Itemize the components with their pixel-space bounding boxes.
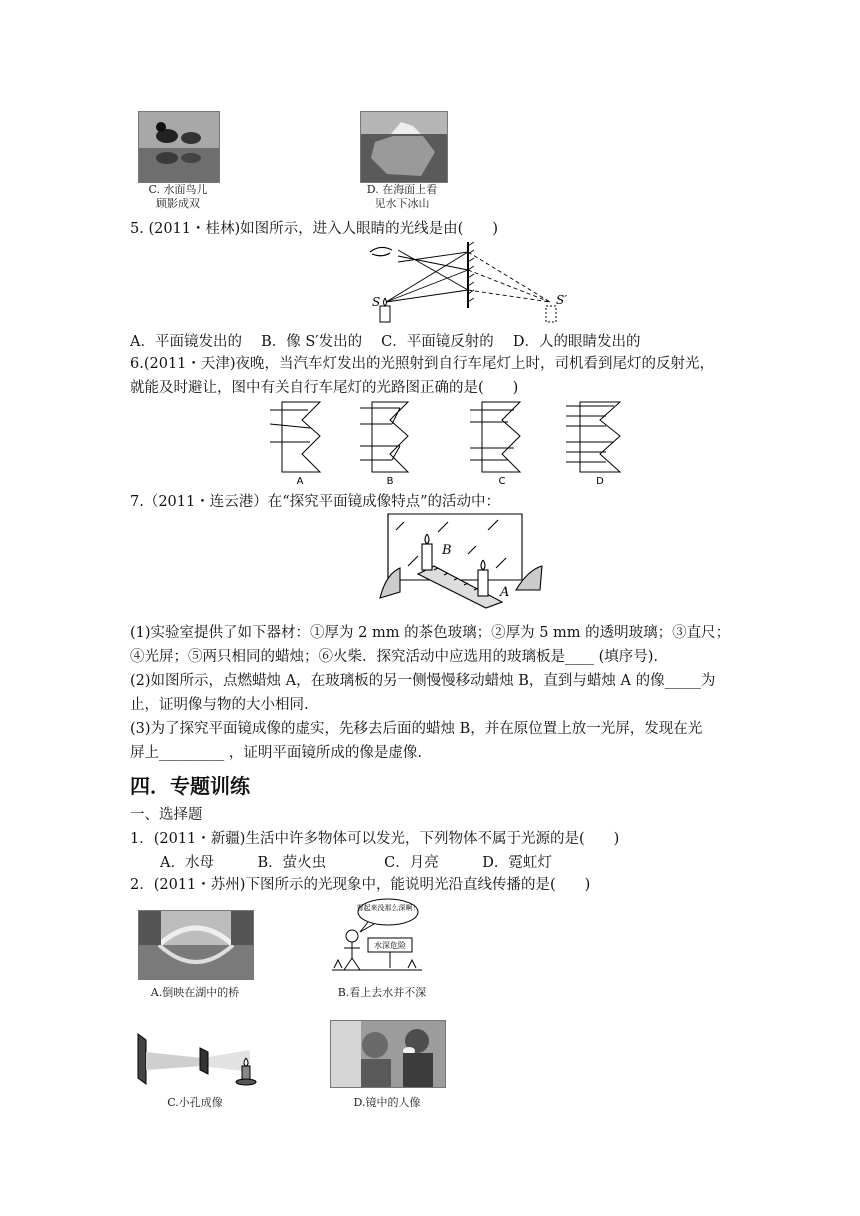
option-b-caption: B.看上去水并不深 bbox=[337, 986, 427, 999]
point-s-prime-label: S′ bbox=[556, 293, 567, 307]
question-5-mirror-diagram bbox=[368, 240, 598, 330]
option-a-caption: A.倒映在湖中的桥 bbox=[150, 986, 240, 999]
section-heading: 四．专题训练 bbox=[130, 774, 250, 798]
training-question-2-stem: 2．(2011・苏州)下图所示的光现象中，能说明光沿直线传播的是( ) bbox=[130, 877, 591, 893]
candle-a-label: A bbox=[500, 585, 510, 600]
section-subheading: 一、选择题 bbox=[130, 807, 203, 823]
question-7-part1-line2: ④光屏；⑤两只相同的蜡烛；⑥火柴．探究活动中应选用的玻璃板是____ (填序号). bbox=[130, 649, 659, 665]
question-6-stem-line1: 6.(2011・天津)夜晚，当汽车灯发出的光照射到自行车尾灯上时，司机看到尾灯的反射光， bbox=[130, 356, 715, 372]
question-6-taillight-diagrams bbox=[270, 398, 640, 488]
cartoon-water-depth-image bbox=[332, 898, 422, 974]
question-7-glass-plate-diagram bbox=[378, 510, 558, 610]
question-7-part2-line1: (2)如图所示，点燃蜡烛 A，在玻璃板的另一侧慢慢移动蜡烛 B，直到与蜡烛 A 的像_____为 bbox=[130, 673, 716, 689]
training-question-1-stem: 1．(2011・新疆)生活中许多物体可以发光，下列物体不属于光源的是( ) bbox=[130, 831, 620, 847]
diagram-label-a: A bbox=[296, 476, 304, 487]
training-question-1-options: A．水母 B．萤火虫 C．月亮 D．霓虹灯 bbox=[160, 855, 552, 871]
iceberg-image bbox=[360, 111, 448, 183]
image-d-caption-line2: 见水下冰山 bbox=[374, 197, 430, 210]
question-5-options: A．平面镜发出的 B．像 S′发出的 C．平面镜反射的 D．人的眼睛发出的 bbox=[130, 334, 641, 350]
danger-sign-text: 水深危险 bbox=[374, 941, 406, 950]
point-s-label: S bbox=[372, 295, 381, 309]
diagram-label-b: B bbox=[386, 476, 394, 487]
option-c-caption: C.小孔成像 bbox=[167, 1096, 223, 1109]
question-6-stem-line2: 就能及时避让，图中有关自行车尾灯的光路图正确的是( ) bbox=[130, 380, 519, 396]
pinhole-camera-image bbox=[132, 1030, 262, 1090]
image-d-caption bbox=[352, 183, 452, 211]
question-7-stem: 7.（2011・连云港）在“探究平面镜成像特点”的活动中： bbox=[130, 494, 501, 510]
bridge-reflection-image bbox=[138, 910, 254, 980]
diagram-label-c: C bbox=[498, 476, 506, 487]
mirror-person-image bbox=[330, 1020, 446, 1088]
speech-bubble-text: 看起来没那么深啊！ bbox=[356, 904, 420, 912]
question-7-part3-line2: 屏上_________ ，证明平面镜所成的像是虚像. bbox=[130, 745, 422, 761]
candle-b-label: B bbox=[442, 543, 452, 558]
question-5-stem: 5. (2011・桂林)如图所示，进入人眼睛的光线是由( ) bbox=[130, 221, 498, 237]
image-c-caption bbox=[128, 183, 228, 211]
question-7-part3-line1: (3)为了探究平面镜成像的虚实，先移去后面的蜡烛 B，并在原位置上放一光屏，发现在光 bbox=[130, 721, 703, 737]
image-c-caption-line2: 顾影成双 bbox=[156, 197, 200, 210]
option-d-caption: D.镜中的人像 bbox=[353, 1096, 421, 1109]
image-d-caption-line1: D. 在海面上看 bbox=[366, 183, 438, 196]
question-7-part1-line1: (1)实验室提供了如下器材：①厚为 2 mm 的茶色玻璃；②厚为 5 mm 的透明玻璃；③直尺； bbox=[130, 625, 731, 641]
image-c-caption-line1: C. 水面鸟儿 bbox=[148, 183, 208, 196]
question-7-part2-line2: 止，证明像与物的大小相同. bbox=[130, 697, 309, 713]
bird-reflection-image bbox=[138, 111, 220, 183]
diagram-label-d: D bbox=[596, 476, 604, 487]
